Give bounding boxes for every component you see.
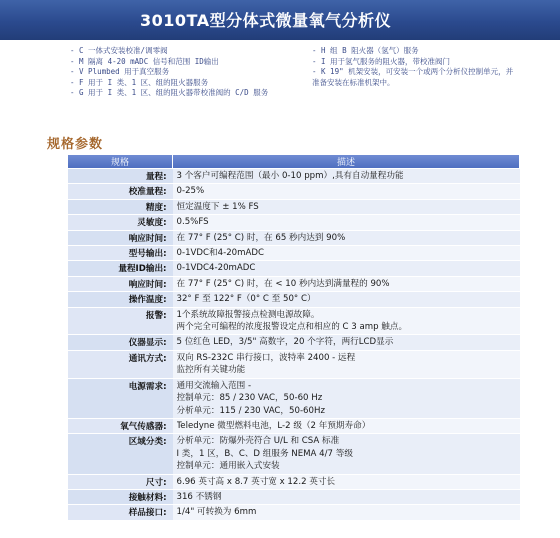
spec-value-line: Teledyne 微型燃料电池，L-2 级（2 年预期寿命） bbox=[176, 420, 371, 431]
spec-value-line: 1个系统故障报警接点检测电源故障。 bbox=[176, 309, 320, 320]
spec-label: 样品接口: bbox=[68, 505, 173, 520]
table-row bbox=[68, 505, 520, 520]
spec-label: 灵敏度: bbox=[68, 215, 173, 230]
spec-value-line: 0-1VDC4-20mADC bbox=[176, 263, 256, 274]
table-row bbox=[68, 418, 520, 433]
table-row bbox=[68, 434, 520, 474]
spec-label: 通讯方式: bbox=[68, 350, 173, 378]
table-row bbox=[68, 261, 520, 276]
option-item: - M 隔离 4-20 mADC 信号和范围 ID输出 bbox=[70, 56, 219, 66]
spec-value-line: 分析单元：防爆外壳符合 U/L 和 CSA 标准 bbox=[176, 436, 340, 447]
spec-value-line: 两个完全可编程的浓度报警设定点和相应的 C 3 amp 触点。 bbox=[176, 322, 408, 333]
spec-value bbox=[173, 350, 520, 378]
table-row bbox=[68, 489, 520, 504]
spec-label: 量程: bbox=[68, 169, 173, 184]
spec-value-line: 0.5%FS bbox=[176, 217, 209, 228]
spec-value bbox=[173, 418, 520, 433]
table-row bbox=[68, 307, 520, 335]
spec-value-line: 控制单元：85 / 230 VAC，50-60 Hz bbox=[176, 393, 323, 404]
spec-value-line: 分析单元：115 / 230 VAC，50-60Hz bbox=[176, 405, 325, 416]
spec-value-line: 1/4" 可转换为 6mm bbox=[176, 507, 257, 518]
table-row bbox=[68, 199, 520, 214]
table-row bbox=[68, 246, 520, 261]
spec-value bbox=[173, 261, 520, 276]
spec-value bbox=[173, 335, 520, 350]
option-item: - C 一体式安装校准/调零阀 bbox=[70, 46, 168, 55]
spec-value bbox=[173, 276, 520, 291]
option-item: - K 19" 机架安装，可安装一个或两个分析仪控制单元，并 bbox=[312, 67, 514, 77]
spec-value-line: 在 77° F (25° C) 时，在 65 秒内达到 90% bbox=[176, 232, 346, 243]
option-item: - G 用于 I 类、1 区、组的阻火器带校准阀的 C/D 服务 bbox=[70, 88, 269, 98]
spec-value bbox=[173, 489, 520, 504]
spec-value-line: I 类，1 区，B、C、D 组服务 NEMA 4/7 等级 bbox=[176, 448, 353, 459]
spec-value-line: 6.96 英寸高 x 8.7 英寸宽 x 12.2 英寸长 bbox=[176, 476, 336, 487]
spec-label: 响应时间: bbox=[68, 276, 173, 291]
spec-label: 型号输出: bbox=[68, 246, 173, 261]
spec-label: 电源需求: bbox=[68, 378, 173, 418]
spec-value-line: 在 77° F (25° C) 时，在 < 10 秒内达到满量程的 90% bbox=[176, 278, 390, 289]
table-row bbox=[68, 350, 520, 378]
spec-value-line: 通用交流输入范围 - bbox=[176, 380, 252, 391]
table-row bbox=[68, 276, 520, 291]
table-row bbox=[68, 474, 520, 489]
spec-table-header bbox=[68, 155, 520, 169]
spec-value bbox=[173, 307, 520, 335]
spec-value bbox=[173, 230, 520, 245]
spec-label: 报警: bbox=[68, 307, 173, 335]
spec-label: 区域分类: bbox=[68, 434, 173, 474]
spec-value-line: 恒定温度下 ± 1% FS bbox=[176, 201, 259, 212]
option-item: - H 组 B 阻火器（氢气）服务 bbox=[312, 46, 419, 55]
table-row bbox=[68, 230, 520, 245]
spec-value bbox=[173, 474, 520, 489]
spec-value-line: 5 位红色 LED，3/5" 高数字，20 个字符，两行LCD显示 bbox=[176, 337, 394, 348]
spec-label: 精度: bbox=[68, 199, 173, 214]
spec-label: 氧气传感器: bbox=[68, 418, 173, 433]
spec-value-line: 0-25% bbox=[176, 186, 205, 197]
spec-value bbox=[173, 215, 520, 230]
option-item: - F 用于 I 类、1 区、组的阻火器服务 bbox=[70, 77, 209, 87]
spec-value-line: 3 个客户可编程范围（最小 0-10 ppm）,具有自动量程功能 bbox=[176, 171, 404, 181]
spec-value bbox=[173, 199, 520, 214]
spec-label: 响应时间: bbox=[68, 230, 173, 245]
spec-label: 操作温度: bbox=[68, 292, 173, 307]
options-right-column bbox=[312, 46, 552, 88]
table-row bbox=[68, 215, 520, 230]
header-spec: 规格 bbox=[68, 155, 173, 169]
spec-label: 仪器显示: bbox=[68, 335, 173, 350]
option-item: 准备安装在标准机架中。 bbox=[312, 77, 395, 87]
spec-value-line: 控制单元：通用嵌入式安装 bbox=[176, 461, 280, 472]
spec-value-line: 双向 RS-232C 串行接口，波特率 2400 - 远程 bbox=[176, 352, 356, 363]
spec-value bbox=[173, 246, 520, 261]
spec-value-line: 32° F 至 122° F（0° C 至 50° C） bbox=[176, 294, 316, 305]
spec-label: 量程ID输出: bbox=[68, 261, 173, 276]
option-item: - I 用于氢气服务的阻火器，带校准阀门 bbox=[312, 56, 451, 66]
option-item: - V Plumbed 用于真空服务 bbox=[70, 67, 170, 77]
section-title: 规格参数 bbox=[47, 137, 104, 152]
spec-value bbox=[173, 434, 520, 474]
spec-value bbox=[173, 184, 520, 199]
spec-value bbox=[173, 505, 520, 520]
table-row bbox=[68, 169, 520, 184]
spec-value-line: 监控所有关键功能 bbox=[176, 365, 246, 376]
table-row bbox=[68, 292, 520, 307]
spec-label: 接触材料: bbox=[68, 489, 173, 504]
spec-label: 校准量程: bbox=[68, 184, 173, 199]
spec-value bbox=[173, 169, 520, 184]
spec-table bbox=[68, 155, 520, 520]
header-description: 描述 bbox=[173, 155, 520, 169]
spec-value-line: 0-1VDC和4-20mADC bbox=[176, 248, 264, 259]
title-banner bbox=[0, 0, 560, 40]
page-title: 3010TA型分体式微量氧气分析仪 bbox=[140, 11, 392, 30]
spec-value-line: 316 不锈钢 bbox=[176, 491, 222, 502]
spec-value bbox=[173, 378, 520, 418]
table-row bbox=[68, 378, 520, 418]
spec-value bbox=[173, 292, 520, 307]
table-row bbox=[68, 184, 520, 199]
table-row bbox=[68, 335, 520, 350]
spec-label: 尺寸: bbox=[68, 474, 173, 489]
options-left-column bbox=[70, 46, 305, 99]
